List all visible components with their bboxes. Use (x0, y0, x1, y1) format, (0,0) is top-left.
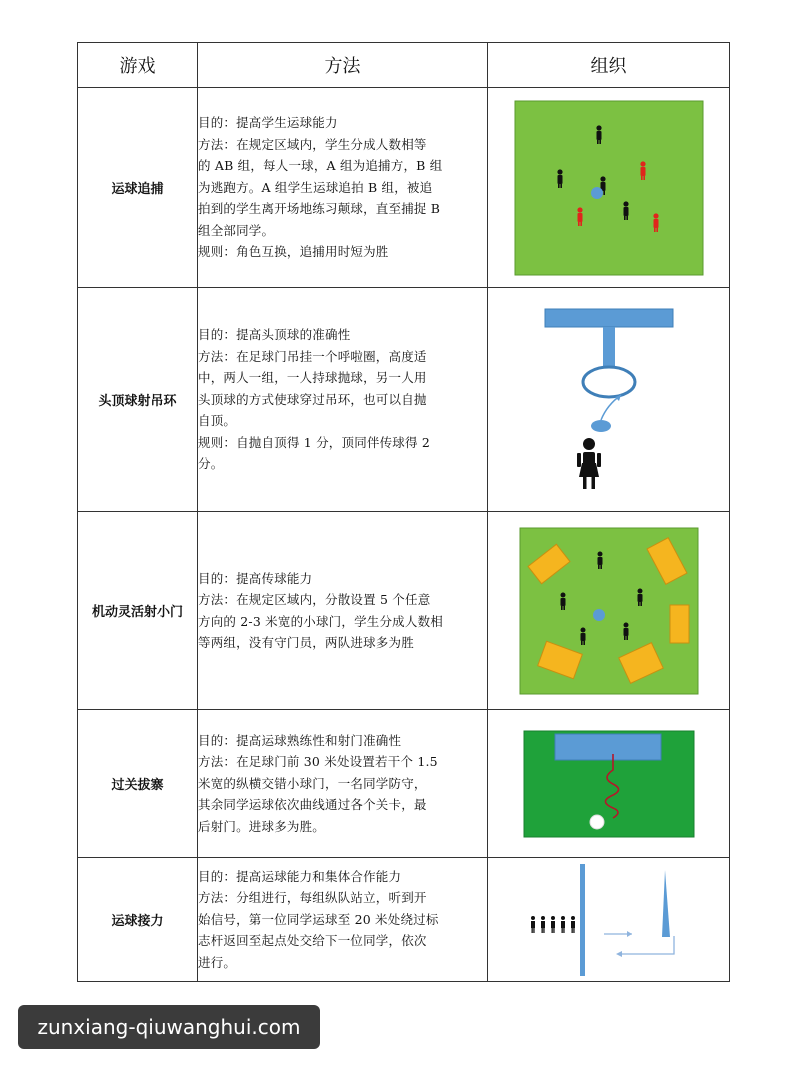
goal-bar (545, 309, 673, 327)
method-line: 分。 (198, 456, 224, 472)
method-line: 方向的 2-3 米宽的小球门，学生分成人数相 (198, 613, 443, 629)
gate-dribble-diagram (523, 730, 695, 838)
method-line: 等两组，没有守门员，两队进球多为胜 (198, 635, 414, 650)
game-method (198, 288, 488, 512)
header-game: 游戏 (78, 43, 198, 88)
small-goals-diagram (519, 527, 699, 695)
method-line: 始信号，第一位同学运球至 20 米处绕过标 (198, 911, 439, 927)
method-line: 方法：在规定区域内，分散设置 5 个任意 (198, 592, 431, 607)
method-line: 规则：自抛自顶得 1 分，顶同伴传球得 2 (198, 434, 431, 450)
method-line: 为逃跑方。A 组学生运球追拍 B 组，被追 (198, 179, 433, 195)
method-line: 方法：在足球门吊挂一个呼啦圈，高度适 (198, 348, 427, 364)
method-line: 目的：提高运球能力和集体合作能力 (198, 868, 402, 884)
return-arrow (620, 936, 674, 954)
game-name: 机动灵活射小门 (78, 512, 198, 710)
ball-icon (593, 609, 605, 621)
table-row (78, 512, 730, 710)
game-name: 运球追捕 (78, 88, 198, 288)
method-line: 进行。 (198, 954, 237, 970)
table-row (78, 88, 730, 288)
game-method (198, 710, 488, 858)
hoop-rope (603, 327, 615, 367)
marker-pole-icon (662, 870, 670, 937)
game-method (198, 858, 488, 982)
header-method: 方法 (198, 43, 488, 88)
table-row (78, 858, 730, 982)
ball-icon (591, 420, 611, 432)
game-method (198, 88, 488, 288)
header-organization: 组织 (488, 43, 730, 88)
method-line: 米宽的纵横交错小球门，一名同学防守， (198, 775, 427, 791)
watermark-label: zunxiang-qiuwanghui.com (18, 1005, 320, 1049)
method-line: 规则：角色互换，追捕用时短为胜 (198, 244, 389, 260)
method-line: 目的：提高运球熟练性和射门准确性 (198, 732, 402, 748)
table-header-row (78, 43, 730, 88)
method-line: 方法：分组进行，每组纵队站立，听到开 (198, 890, 427, 906)
relay-diagram (524, 862, 694, 978)
method-line: 目的：提高头顶球的准确性 (198, 327, 351, 343)
ball-icon (591, 187, 603, 199)
method-line: 自顶。 (198, 413, 237, 429)
organization-diagram-cell (488, 858, 730, 982)
method-line: 拍到的学生离开场地练习颠球，直至捕捉 B (198, 201, 441, 217)
method-line: 后射门。进球多为胜。 (198, 818, 326, 834)
start-line (580, 864, 585, 976)
hoop-icon (583, 367, 635, 397)
table-row (78, 710, 730, 858)
method-line: 中，两人一组，一人持球抛球，另一人用 (198, 370, 427, 386)
method-line: 志杆返回至起点处交给下一位同学，依次 (198, 933, 427, 949)
header-hoop-diagram (539, 305, 679, 495)
player-column (531, 916, 575, 933)
game-name: 运球接力 (78, 858, 198, 982)
ball-icon (590, 815, 604, 829)
player-icon (577, 438, 601, 489)
goal (555, 734, 661, 760)
organization-diagram-cell (488, 710, 730, 858)
field (515, 101, 703, 275)
organization-diagram-cell (488, 88, 730, 288)
method-line: 的 AB 组，每人一球，A 组为追捕方，B 组 (198, 158, 443, 174)
game-name: 过关拔寨 (78, 710, 198, 858)
game-method (198, 512, 488, 710)
method-line: 目的：提高学生运球能力 (198, 115, 338, 131)
method-line: 其余同学运球依次曲线通过各个关卡，最 (198, 797, 427, 813)
games-table (77, 42, 730, 982)
method-line: 方法：在足球门前 30 米处设置若干个 1.5 (198, 754, 438, 770)
game-name: 头顶球射吊环 (78, 288, 198, 512)
small-goal (670, 605, 689, 643)
method-line: 目的：提高传球能力 (198, 570, 313, 586)
method-line: 组全部同学。 (198, 222, 275, 238)
organization-diagram-cell (488, 288, 730, 512)
method-line: 方法：在规定区域内，学生分成人数相等 (198, 136, 427, 152)
table-row (78, 288, 730, 512)
dribble-chase-diagram (514, 100, 704, 276)
organization-diagram-cell (488, 512, 730, 710)
method-line: 头顶球的方式使球穿过吊环，也可以自抛 (198, 391, 427, 407)
